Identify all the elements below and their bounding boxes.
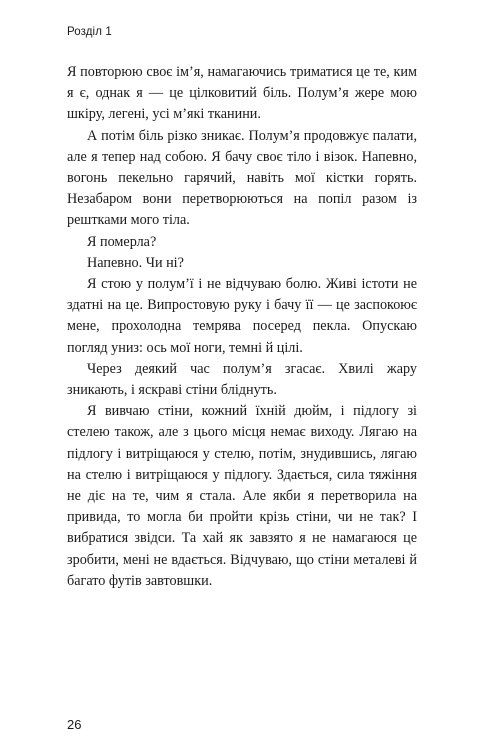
- paragraph: Через деякий час полум’я згасає. Хвилі жару зникають, і яскраві стіни блiднуть.: [67, 360, 417, 399]
- paragraph: Я повторюю своє ім’я, намагаючись триматися це те, ким я є, однак я — це цілковитий біль. Полум’я жере мою шкіру, легені, усі м’які тканини.: [67, 64, 417, 123]
- running-header: Розділ 1: [67, 26, 112, 38]
- paragraph: Напевно. Чи ні?: [87, 254, 184, 271]
- paragraph: А потім біль різко зникає. Полум’я продовжує палати, але я тепер над собою. Я бачу своє тіло і візок. Напевно, вогонь пекельно гарячий, навіть мої кістки горять. Незабаром вони перетворюються на попіл разом із рештками мого тіла.: [67, 127, 417, 229]
- paragraph: Я стою у полум’ї і не відчуваю болю. Живі істоти не здатні на це. Випростовую руку і бачу її — це заспокоює мене, прохолодна темрява посеред пекла. Опускаю погляд униз: ось мої ноги, темні й цілі.: [67, 276, 417, 356]
- page-number: 26: [67, 717, 82, 732]
- body-text: [67, 62, 417, 592]
- paragraph: Я вивчаю стіни, кожний їхній дюйм, і підлогу зі стелею також, але з цього місця немає виходу. Лягаю на підлогу і витріщаюся у стелю, потім, знудившись, лягаю на стелю і витріщаюся у підлогу. Здається, сила тяжіння не діє на те, чим я стала. Але якби я перетворила на привида, то могла би пройти крізь стіни, чи не так? І вибратися звідси. Та хай як завзято я не намагаюся це зробити, мені не вдається. Відчуваю, що стіни металеві й багато футів завтовшки.: [67, 403, 417, 589]
- paragraph: Я померла?: [87, 233, 157, 250]
